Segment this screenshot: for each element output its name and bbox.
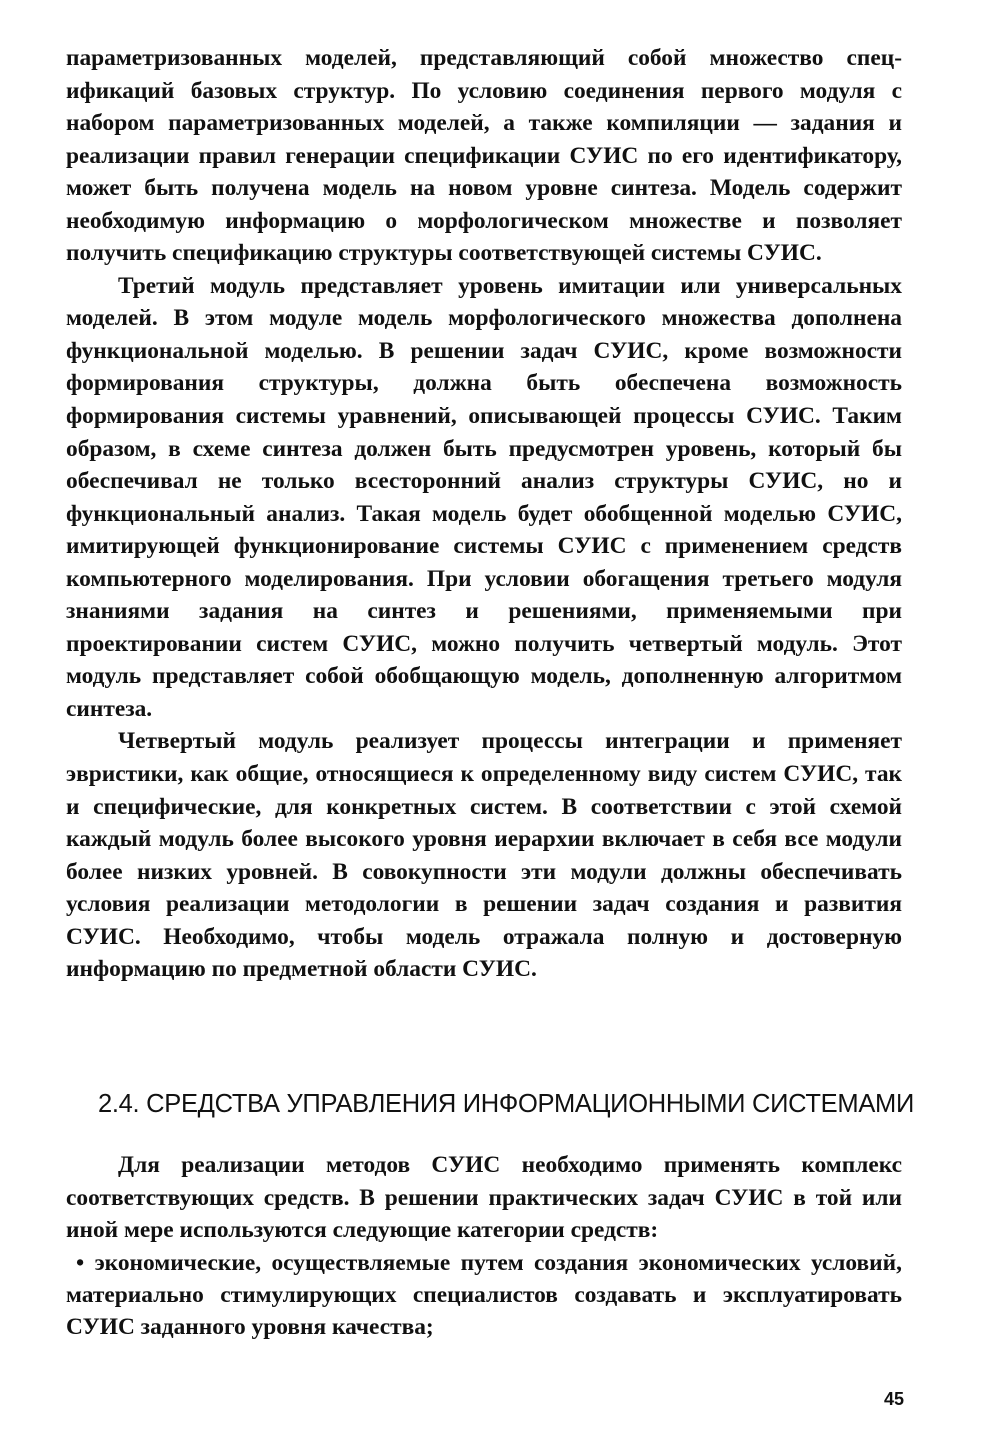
body-text	[66, 42, 902, 986]
paragraph-continuation: параметризованных моделей, представляющий собой множество спецификаций базовых структур. По условию соединения первого модуля с набором параметризованных моделей, а также компиляции — задания и реализации правил генерации спецификации СУИС по его идентификатору, может быть получена модель на новом уровне синтеза. Модель содержит необходимую информацию о морфологическом множестве и позволяет получить спецификацию структуры соответствующей системы СУИС.	[66, 45, 902, 267]
paragraph-fourth-module: Четвертый модуль реализует процессы интеграции и применяет эвристики, как общие, относящиеся к определенному виду систем СУИС, так и специфические, для конкретных систем. В соответствии с этой схемой каждый модуль более высокого уровня иерархии включает в себя все модули более низких уровней. В совокупности эти модули должны обеспечивать условия реализации методологии в решении задач создания и развития СУИС. Необходимо, чтобы модель отражала полную и достоверную информацию по предметной области СУИС.	[66, 728, 902, 983]
section-intro-paragraph: Для реализации методов СУИС необходимо применять комплекс соответствующих средств. В решении практических задач СУИС в той или иной мере используются следующие категории средств:	[66, 1152, 902, 1244]
bullet-mark: •	[76, 1249, 85, 1276]
bullet-item-text: экономические, осуществляемые путем создания экономических условий, материально стимулирующих специалистов создавать и эксплуатировать СУИС заданного уровня качества;	[66, 1249, 902, 1341]
section-body	[66, 1149, 902, 1343]
paragraph-third-module: Третий модуль представляет уровень имитации или универсальных моделей. В этом модуле модель морфологического множества дополнена функциональной моделью. В решении задач СУИС, кроме возможности формирования структуры, должна быть обеспечена возможность формирования системы уравнений, описывающей процессы СУИС. Таким образом, в схеме синтеза должен быть предусмотрен уровень, который бы обеспечивал не только всесторонний анализ структуры СУИС, но и функциональный анализ. Такая модель будет обобщенной моделью СУИС, имитирующей функционирование системы СУИС с применением средств компьютерного моделирования. При условии обогащения третьего модуля знаниями задания на синтез и решениями, применяемыми при проектировании систем СУИС, можно получить четвертый модуль. Этот модуль представляет собой обобщающую модель, дополненную алгоритмом синтеза.	[66, 272, 902, 722]
bullet-item-economic	[66, 1247, 902, 1344]
section-heading: 2.4. СРЕДСТВА УПРАВЛЕНИЯ ИНФОРМАЦИОННЫМИ СИСТЕМАМИ	[98, 1090, 915, 1118]
page-number: 45	[883, 1389, 904, 1409]
